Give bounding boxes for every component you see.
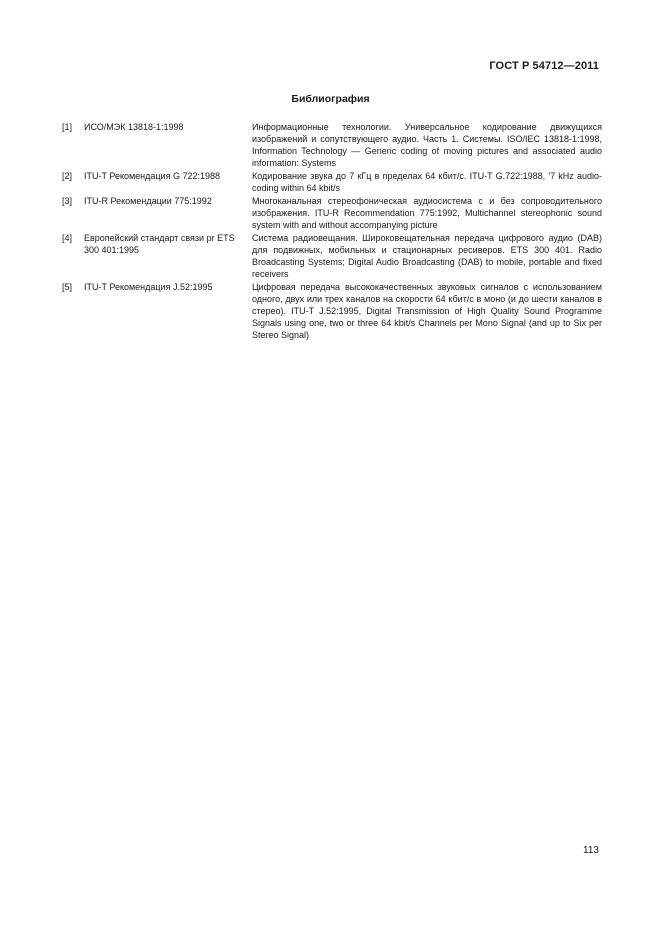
section-title: Библиография [291, 93, 370, 105]
bibliography-list [62, 121, 602, 342]
bibliography-entry [62, 232, 602, 280]
entry-number: [2] [62, 171, 73, 181]
entry-description: Информационные технологии. Универсальное кодирование движущихся изображений и сопутствующего аудио. Часть 1. Системы. ISO/IEC 13818-1:1998, Information Technology — Generic coding of moving pictures and associated audio information: Systems [252, 122, 602, 168]
entry-number: [4] [62, 233, 73, 243]
bibliography-entry [62, 195, 602, 231]
entry-description: Цифровая передача высококачественных звуковых сигналов с использованием одного, двух или трех каналов на скорости 64 кбит/с в моно (и до шести каналов в стерео). ITU-T J.52:1995, Digital Transmission of High Quality Sound Programme Signals using one, two or three 64 kbit/s Channels per Mono Signal (and up to Six per Stereo Signal) [252, 282, 602, 340]
entry-document: ITU-T Рекомендация J.52:1995 [84, 282, 213, 292]
bibliography-entry [62, 121, 602, 169]
entry-number: [3] [62, 196, 73, 206]
bibliography-entry [62, 170, 602, 194]
bibliography-entry [62, 281, 602, 341]
entry-description: Многоканальная стереофоническая аудиосистема с и без сопроводительного изображения. ITU-R Recommendation 775:1992, Multichannel stereophonic sound system with and without accompanying picture [252, 196, 602, 230]
entry-document: ITU-R Рекомендации 775:1992 [84, 196, 212, 206]
entry-document: ITU-T Рекомендация G 722:1988 [84, 171, 221, 181]
entry-number: [1] [62, 122, 73, 132]
entry-description: Кодирование звука до 7 кГц в пределах 64 кбит/с. ITU-T G.722:1988, '7 kHz audio-coding within 64 kbit/s [252, 171, 602, 193]
page-number: 113 [583, 845, 599, 856]
entry-document: ИСО/МЭК 13818-1:1998 [84, 122, 184, 132]
entry-number: [5] [62, 282, 73, 292]
entry-description: Система радиовещания. Широковещательная передача цифрового аудио (DAB) для подвижных, мобильных и стационарных ресиверов. ETS 300 401. Radio Broadcasting Systems; Digital Audio Broadcasting (DAB) to mobile, portable and fixed receivers [252, 233, 602, 279]
document-code: ГОСТ Р 54712—2011 [489, 60, 599, 72]
entry-document: Европейский стандарт связи pr ETS 300 401:1995 [84, 233, 235, 255]
